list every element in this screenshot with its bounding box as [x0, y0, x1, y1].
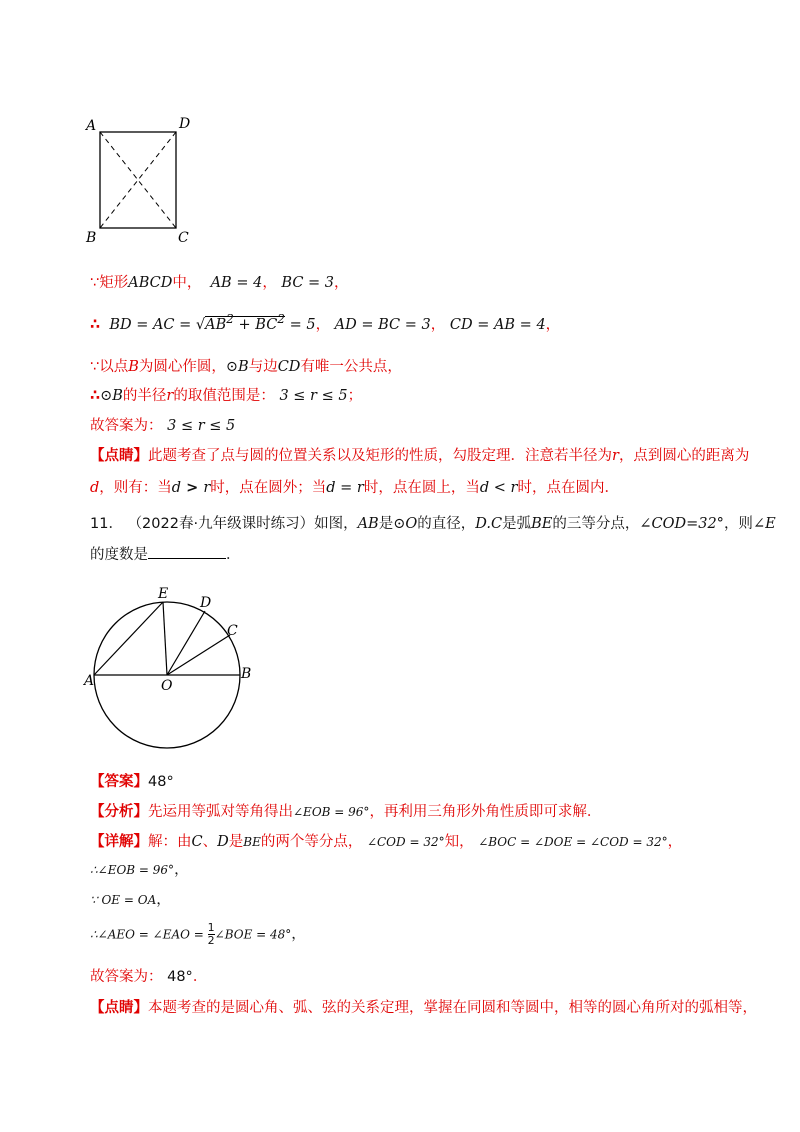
comment-last: 【点睛】本题考查的是圆心角、弧、弦的关系定理，掌握在同圆和等圆中，相等的圆心角所对的弧相等， [90, 1000, 757, 1016]
answer-blank[interactable] [148, 544, 226, 559]
label-a: A [86, 118, 97, 134]
answer-line: 【答案】48° [90, 774, 174, 790]
segment-oe [163, 602, 167, 675]
fraction-half: $\frac{1}{2}$ [207, 921, 215, 947]
label-d: D [179, 116, 191, 132]
label-b-circle: B [241, 666, 252, 682]
line-radius-range: ∴⊙B的半径r的取值范围是： 3 ≤ r ≤ 5； [90, 388, 363, 404]
segment-od [167, 611, 205, 675]
rectangle-figure [80, 112, 200, 247]
label-d-circle: D [200, 595, 212, 611]
line-answer-statement: 故答案为： 3 ≤ r ≤ 5 [90, 418, 236, 434]
step-1: ∴∠EOB = 96°， [90, 862, 189, 878]
step-2: ∵ OE = OA， [90, 892, 171, 908]
label-c-circle: C [227, 623, 238, 639]
analysis-line: 【分析】先运用等弧对等角得出∠EOB = 96°，再利用三角形外角性质即可求解． [90, 804, 602, 820]
line-rectangle-given: ∵矩形ABCD中， AB = 4， BC = 3， [90, 275, 349, 291]
detail-line: 【详解】解：由C、D是BE的两个等分点， ∠COD = 32°知， ∠BOC = ∠DOE = ∠COD = 32°， [90, 834, 683, 850]
segment-oc [167, 635, 230, 675]
final-answer-line: 故答案为： 48°． [90, 969, 208, 985]
circle-figure [80, 580, 260, 765]
label-e: E [158, 586, 169, 602]
label-b: B [86, 230, 97, 246]
label-o: O [161, 678, 173, 694]
line-circle-condition: ∵以点B为圆心作圆，⊙B与边CD有唯一公共点， [90, 359, 402, 375]
label-a-circle: A [84, 673, 95, 689]
line-comment-2: d，则有：当d > r时，点在圆外；当d = r时，点在圆上，当d < r时，点在圆内． [90, 480, 619, 496]
line-diagonal-lengths: ∴ BD = AC = $√AB^2 + BC^2 = 5$， AD = BC = 3， CD = AB = 4， [90, 312, 561, 333]
question-11: 11． （2022春·九年级课时练习）如图，AB是⊙O的直径，D.C是弧BE的三等分点，∠COD=32°，则∠E [90, 516, 776, 532]
question-11-cont: 的度数是 ． [90, 544, 241, 565]
step-3: ∴∠AEO = ∠EAO = $\frac{1}{2}$ ∠BOE = 48°， [90, 921, 306, 947]
label-c: C [178, 230, 189, 246]
line-comment-1: 【点睛】此题考查了点与圆的位置关系以及矩形的性质，勾股定理．注意若半径为r，点到圆心的距离为 [90, 448, 750, 464]
